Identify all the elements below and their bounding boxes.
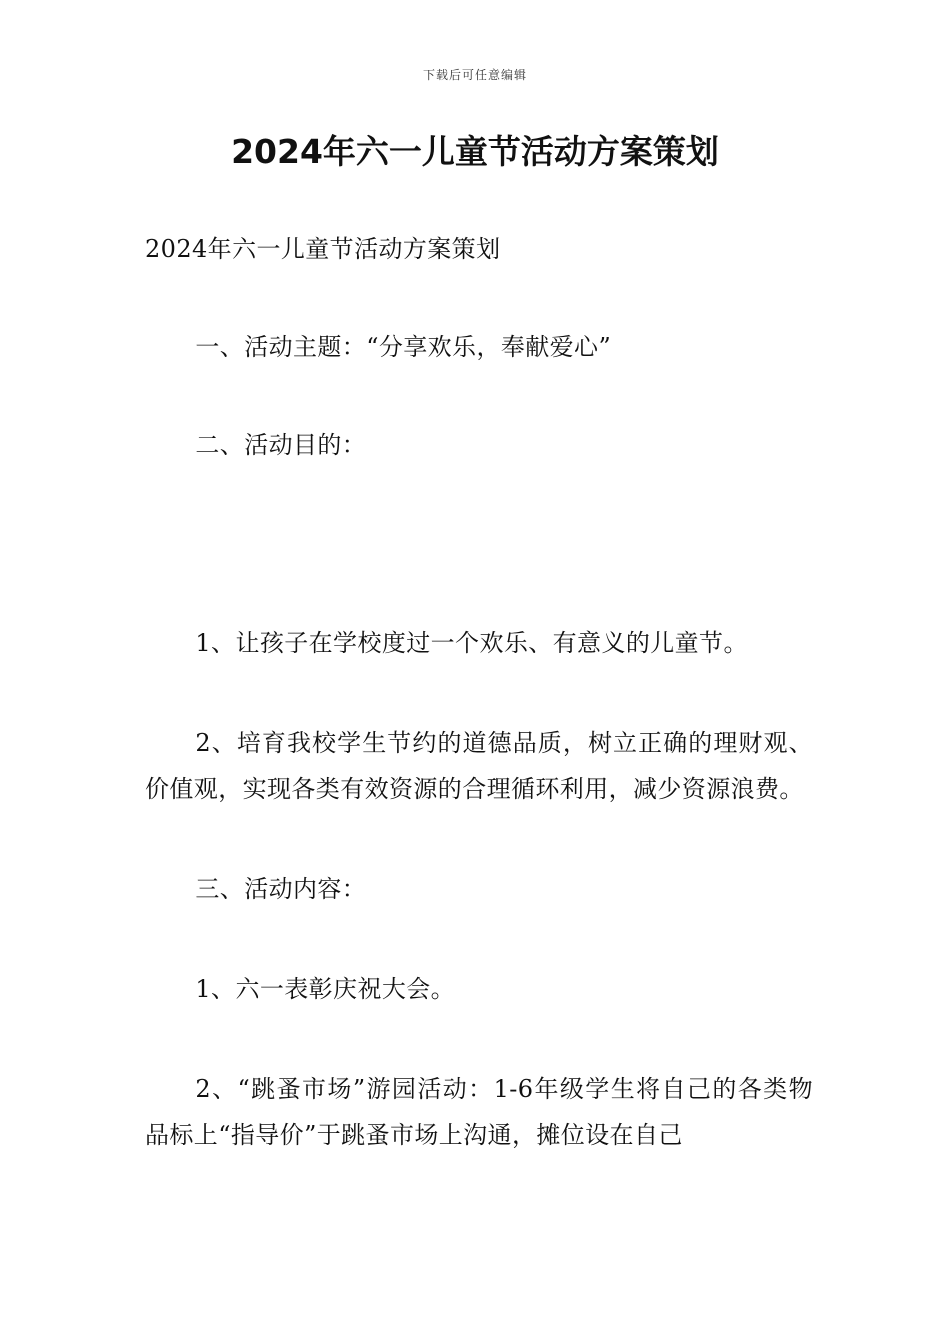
paragraph-purpose-2: 2、培育我校学生节约的道德品质，树立正确的理财观、价值观，实现各类有效资源的合理循环利用，减少资源浪费。 — [145, 729, 813, 803]
paragraph-purpose-heading: 二、活动目的： — [195, 431, 367, 459]
paragraph-content-2: 2、“跳蚤市场”游园活动：1-6年级学生将自己的各类物品标上“指导价”于跳蚤市场上沟通，摊位设在自己 — [145, 1075, 813, 1149]
paragraph-purpose-1: 1、让孩子在学校度过一个欢乐、有意义的儿童节。 — [195, 629, 748, 657]
header-note: 下载后可任意编辑 — [422, 68, 527, 82]
paragraph-content-1: 1、六一表彰庆祝大会。 — [195, 975, 456, 1003]
paragraph-theme: 一、活动主题：“分享欢乐，奉献爱心” — [195, 333, 612, 361]
paragraph-content-heading: 三、活动内容： — [195, 875, 367, 903]
document-body — [145, 226, 813, 1158]
document-subtitle: 2024年六一儿童节活动方案策划 — [145, 235, 501, 263]
document-title: 2024年六一儿童节活动方案策划 — [231, 132, 719, 171]
